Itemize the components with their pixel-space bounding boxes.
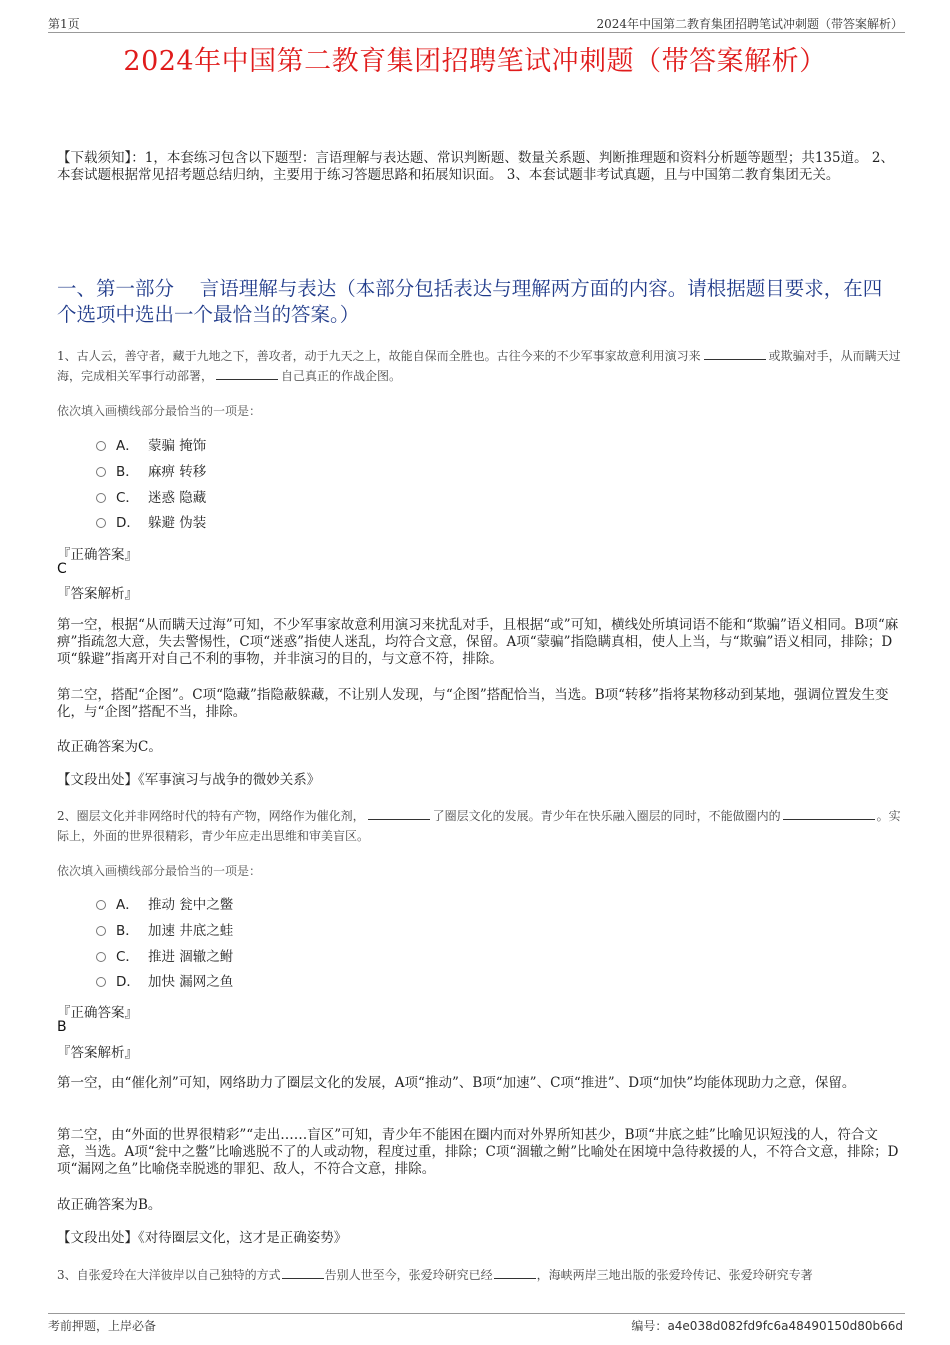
q2-option-b[interactable]: B． 加速 井底之蛙 (96, 921, 233, 941)
header-doc-title: 2024年中国第二教育集团招聘笔试冲刺题（带答案解析） (596, 17, 903, 31)
q2-option-d[interactable]: D． 加快 漏网之鱼 (96, 972, 233, 992)
document-title: 2024年中国第二教育集团招聘笔试冲刺题（带答案解析） (123, 46, 827, 77)
radio-icon[interactable] (96, 900, 106, 910)
q2-answer-value: B (57, 1019, 67, 1035)
question-1-stem: 1、古人云，善守者，藏于九地之下，善攻者，动于九天之上，故能自保而全胜也。古往今来的不少军事家故意利用演习来 或欺骗对手，从而瞒天过海，完成相关军事行动部署， 自己真正的作战企图。 (57, 349, 901, 383)
q2-analysis-paragraph-2: 第二空，由“外面的世界很精彩”“走出……盲区”可知，青少年不能困在圈内而对外界所知甚少，B项“井底之蛙”比喻见识短浅的人，符合文意，当选。A项“瓮中之鳖”比喻逃脱不了的人或动物，程度过重，排除；C项“涸辙之鲋”比喻处在困境中急待救援的人，不符合文意，排除；D项“漏网之鱼”比喻侥幸脱逃的罪犯、敌人，不符合文意，排除。 (57, 1127, 899, 1177)
q2-conclusion: 故正确答案为B。 (57, 1197, 162, 1213)
footer-slogan: 考前押题，上岸必备 (48, 1319, 157, 1333)
question-2-hint: 依次填入画横线部分最恰当的一项是： (57, 864, 262, 878)
page-header (48, 14, 905, 33)
q1-answer-value: C (57, 561, 67, 577)
radio-icon[interactable] (96, 926, 106, 936)
q2-analysis-paragraph-1: 第一空，由“催化剂”可知，网络助力了圈层文化的发展，A项“推动”、B项“加速”、C项“推进”、D项“加快”均能体现助力之意，保留。 (57, 1075, 856, 1091)
radio-icon[interactable] (96, 952, 106, 962)
q1-option-c[interactable]: C． 迷惑 隐藏 (96, 488, 206, 508)
answer-blank (494, 1266, 536, 1279)
q2-answer-label: 『正确答案』 (57, 1005, 138, 1021)
page-number: 第1页 (48, 17, 80, 31)
answer-blank (282, 1266, 324, 1279)
q1-analysis-paragraph-1: 第一空，根据“从而瞒天过海”可知，不少军事家故意利用演习来扰乱对手，且根据“或”可知，横线处所填词语不能和“欺骗”语义相同。B项“麻痹”指疏忽大意，失去警惕性，C项“迷惑”指使人迷乱，均符合文意，保留。A项“蒙骗”指隐瞒真相，使人上当，与“欺骗”语义相同，排除；D项“躲避”指离开对自己不利的事物，并非演习的目的，与文意不符，排除。 (57, 617, 899, 667)
download-notice: 【下载须知】：1，本套练习包含以下题型：言语理解与表达题、常识判断题、数量关系题、判断推理题和资料分析题等题型；共135道。 2、本套试题根据常见招考题总结归纳，主要用于练习答题思路和拓展知识面。 3、本套试题非考试真题，且与中国第二教育集团无关。 (57, 150, 894, 183)
answer-blank (216, 367, 278, 380)
page-footer (48, 1313, 905, 1332)
radio-icon[interactable] (96, 441, 106, 451)
question-2-stem: 2、圈层文化并非网络时代的特有产物，网络作为催化剂， 了圈层文化的发展。青少年在快乐融入圈层的同时，不能做圈内的 。实际上，外面的世界很精彩，青少年应走出思维和审美盲区。 (57, 809, 901, 843)
q2-source: 【文段出处】《对待圈层文化，这才是正确姿势》 (57, 1230, 348, 1246)
q1-source: 【文段出处】《军事演习与战争的微妙关系》 (57, 772, 321, 788)
document-id: 编号：a4e038d082fd9fc6a48490150d80b66d (631, 1319, 903, 1333)
radio-icon[interactable] (96, 493, 106, 503)
q1-conclusion: 故正确答案为C。 (57, 739, 162, 755)
question-3-stem: 3、自张爱玲在大洋彼岸以自己独特的方式 告别人世至今，张爱玲研究已经 ，海峡两岸三地出版的张爱玲传记、张爱玲研究专著 (57, 1268, 813, 1282)
section-heading: 一、第一部分 言语理解与表达（本部分包括表达与理解两方面的内容。请根据题目要求，在四个选项中选出一个最恰当的答案。） (57, 277, 883, 326)
q1-answer-label: 『正确答案』 (57, 547, 138, 563)
answer-blank (704, 347, 766, 360)
q1-option-a[interactable]: A． 蒙骗 掩饰 (96, 436, 206, 456)
q1-analysis-paragraph-2: 第二空，搭配“企图”。C项“隐藏”指隐蔽躲藏，不让别人发现，与“企图”搭配恰当，当选。B项“转移”指将某物移动到某地，强调位置发生变化，与“企图”搭配不当，排除。 (57, 687, 889, 720)
q1-option-d[interactable]: D． 躲避 伪装 (96, 513, 206, 533)
radio-icon[interactable] (96, 467, 106, 477)
answer-blank (368, 807, 430, 820)
q2-option-a[interactable]: A． 推动 瓮中之鳖 (96, 895, 233, 915)
q1-option-b[interactable]: B． 麻痹 转移 (96, 462, 206, 482)
question-1-hint: 依次填入画横线部分最恰当的一项是： (57, 404, 262, 418)
q1-analysis-label: 『答案解析』 (57, 586, 138, 602)
answer-blank (783, 807, 875, 820)
radio-icon[interactable] (96, 518, 106, 528)
q2-option-c[interactable]: C． 推进 涸辙之鲋 (96, 947, 233, 967)
radio-icon[interactable] (96, 977, 106, 987)
q2-analysis-label: 『答案解析』 (57, 1045, 138, 1061)
